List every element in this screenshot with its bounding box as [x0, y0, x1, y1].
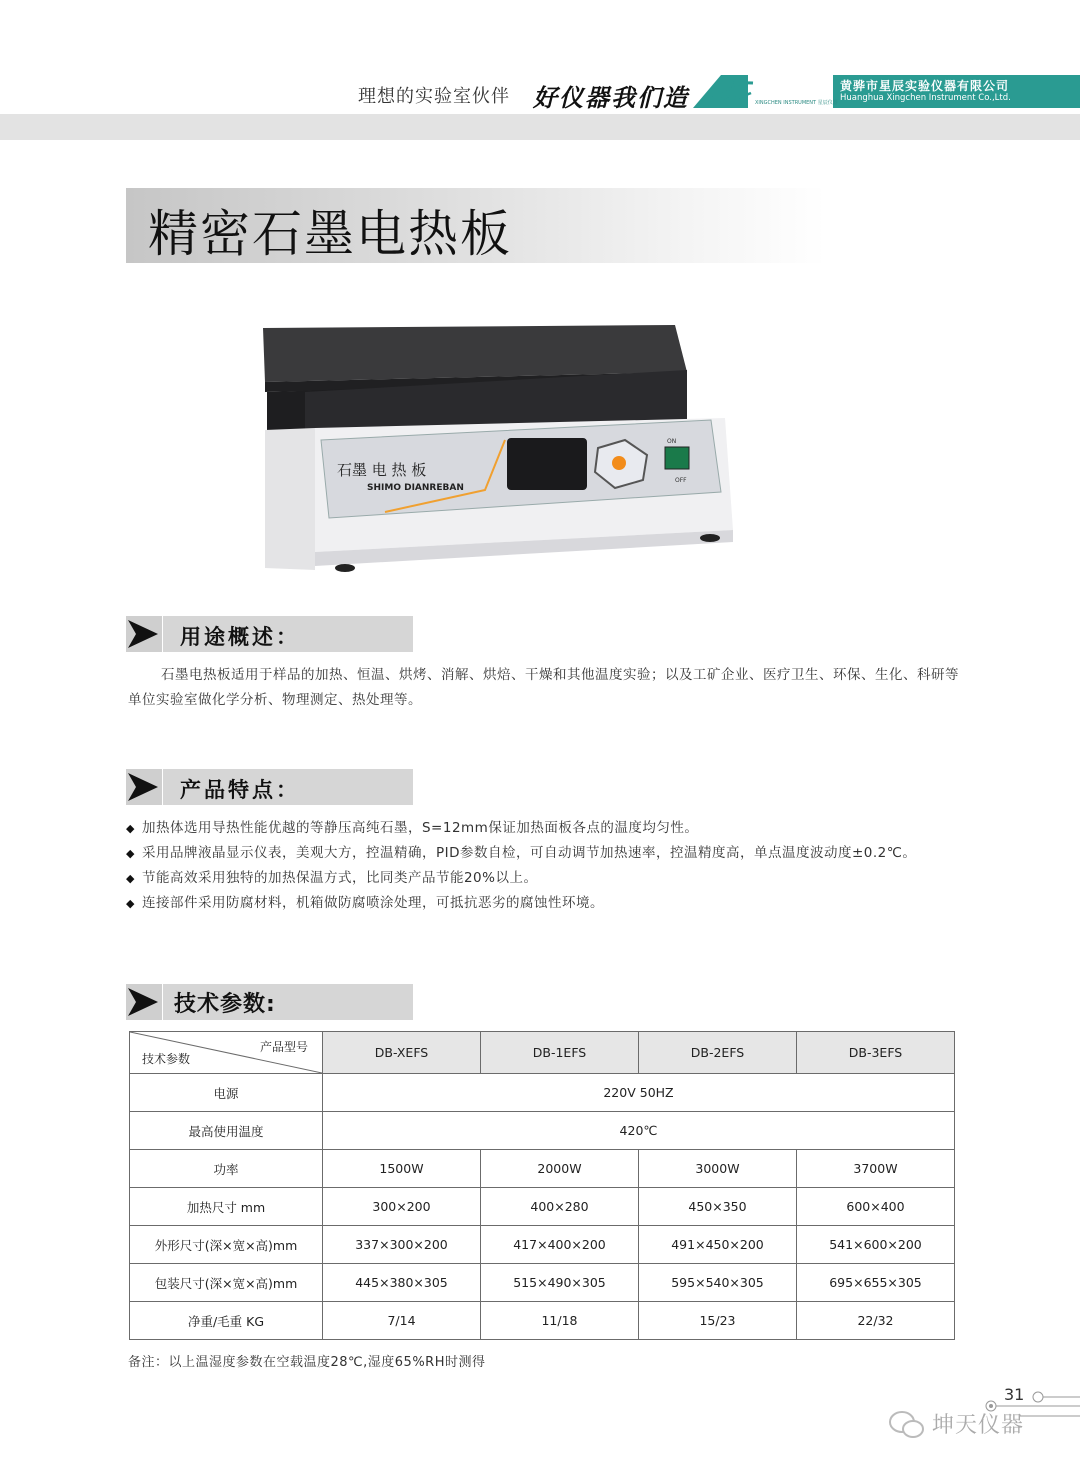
- table-cell: 600×400: [797, 1188, 955, 1226]
- arrow-icon: [126, 616, 162, 652]
- arrow-icon: [126, 984, 162, 1020]
- usage-text: 石墨电热板适用于样品的加热、恒温、烘烤、消解、烘焙、干燥和其他温度实验；以及工矿企业、医疗卫生、环保、生化、科研等单位实验室做化学分析、物理测定、热处理等。: [128, 667, 959, 708]
- table-cell: 541×600×200: [797, 1226, 955, 1264]
- panel-brand-en: SHIMO DIANREBAN: [367, 483, 464, 493]
- usage-paragraph: [128, 663, 968, 713]
- table-cell: 15/23: [639, 1302, 797, 1340]
- row-label: 电源: [130, 1074, 323, 1112]
- section-title-features: 产品特点：: [180, 778, 300, 802]
- table-cell: 3000W: [639, 1150, 797, 1188]
- header-tagline: 理想的实验室伙伴: [358, 86, 510, 107]
- bullet-diamond-icon: ◆: [126, 822, 135, 835]
- graphite-hot-plate-image: [255, 320, 745, 575]
- table-cell: 491×450×200: [639, 1226, 797, 1264]
- section-title-usage: 用途概述：: [180, 625, 300, 649]
- watermark-text: 坤天仪器: [932, 1413, 1025, 1438]
- arrow-icon: [126, 769, 162, 805]
- table-note: 备注：以上温湿度参数在空载温度28℃,湿度65%RH时测得: [128, 1355, 486, 1370]
- company-name: [840, 79, 1011, 104]
- bullet-diamond-icon: ◆: [126, 872, 135, 885]
- model-header: DB-3EFS: [797, 1032, 955, 1074]
- header-band: [0, 114, 1080, 140]
- table-cell: 11/18: [481, 1302, 639, 1340]
- table-row: [130, 1112, 955, 1150]
- company-name-cn: 黄骅市星辰实验仪器有限公司: [840, 79, 1010, 93]
- model-header: DB-XEFS: [323, 1032, 481, 1074]
- table-cell: 1500W: [323, 1150, 481, 1188]
- table-cell: 450×350: [639, 1188, 797, 1226]
- table-cell: 695×655×305: [797, 1264, 955, 1302]
- bullet-diamond-icon: ◆: [126, 897, 135, 910]
- table-row: [130, 1264, 955, 1302]
- wechat-icon: [888, 1410, 926, 1440]
- table-cell: 220V 50HZ: [323, 1074, 955, 1112]
- spec-table: [129, 1031, 955, 1340]
- header-slogan: 好仪器我们造: [533, 83, 689, 112]
- table-cell: 337×300×200: [323, 1226, 481, 1264]
- section-header-specs: [126, 984, 413, 1020]
- section-header-features: [126, 769, 413, 805]
- table-cell: 7/14: [323, 1302, 481, 1340]
- switch-off-label: OFF: [675, 477, 687, 484]
- model-header: DB-2EFS: [639, 1032, 797, 1074]
- table-cell: 515×490×305: [481, 1264, 639, 1302]
- page-number: 31: [1004, 1385, 1025, 1404]
- row-label: 功率: [130, 1150, 323, 1188]
- company-logo-subtitle: XINGCHEN INSTRUMENT 星辰仪器: [755, 100, 838, 106]
- company-name-en: Huanghua Xingchen Instrument Co.,Ltd.: [840, 93, 1011, 103]
- table-cell: 2000W: [481, 1150, 639, 1188]
- row-label: 包装尺寸(深×宽×高)mm: [130, 1264, 323, 1302]
- table-cell: 400×280: [481, 1188, 639, 1226]
- section-header-usage: [126, 616, 413, 652]
- table-cell: 22/32: [797, 1302, 955, 1340]
- table-row: [130, 1302, 955, 1340]
- company-banner: [693, 75, 1080, 108]
- table-cell: 445×380×305: [323, 1264, 481, 1302]
- model-header: DB-1EFS: [481, 1032, 639, 1074]
- table-cell: 420℃: [323, 1112, 955, 1150]
- row-label: 加热尺寸 mm: [130, 1188, 323, 1226]
- table-cell: 300×200: [323, 1188, 481, 1226]
- company-logo-icon: [693, 75, 763, 115]
- list-item: ◆ 连接部件采用防腐材料，机箱做防腐喷涂处理，可抵抗恶劣的腐蚀性环境。: [126, 891, 1006, 916]
- table-row: [130, 1226, 955, 1264]
- list-item: ◆ 加热体选用导热性能优越的等静压高纯石墨，S=12mm保证加热面板各点的温度均匀性。: [126, 816, 1006, 841]
- row-label: 最高使用温度: [130, 1112, 323, 1150]
- list-item: ◆ 采用品牌液晶显示仪表，美观大方，控温精确，PID参数自检，可自动调节加热速率，控温精度高，单点温度波动度±0.2℃。: [126, 841, 1006, 866]
- table-row: [130, 1150, 955, 1188]
- table-row: [130, 1188, 955, 1226]
- bullet-diamond-icon: ◆: [126, 847, 135, 860]
- corner-label-params: 技术参数: [142, 1052, 191, 1066]
- features-list: [126, 816, 1006, 916]
- list-item: ◆ 节能高效采用独特的加热保温方式，比同类产品节能20%以上。: [126, 866, 1006, 891]
- table-corner-cell: [130, 1032, 323, 1074]
- row-label: 外形尺寸(深×宽×高)mm: [130, 1226, 323, 1264]
- page-title: 精密石墨电热板: [148, 205, 512, 263]
- table-row: [130, 1074, 955, 1112]
- table-header-row: [130, 1032, 955, 1074]
- section-title-specs: 技术参数:: [174, 992, 276, 1017]
- table-cell: 3700W: [797, 1150, 955, 1188]
- corner-label-model: 产品型号: [259, 1040, 308, 1054]
- switch-on-label: ON: [667, 438, 677, 445]
- row-label: 净重/毛重 KG: [130, 1302, 323, 1340]
- table-cell: 595×540×305: [639, 1264, 797, 1302]
- table-cell: 417×400×200: [481, 1226, 639, 1264]
- panel-brand-cn: 石墨 电 热 板: [337, 461, 427, 479]
